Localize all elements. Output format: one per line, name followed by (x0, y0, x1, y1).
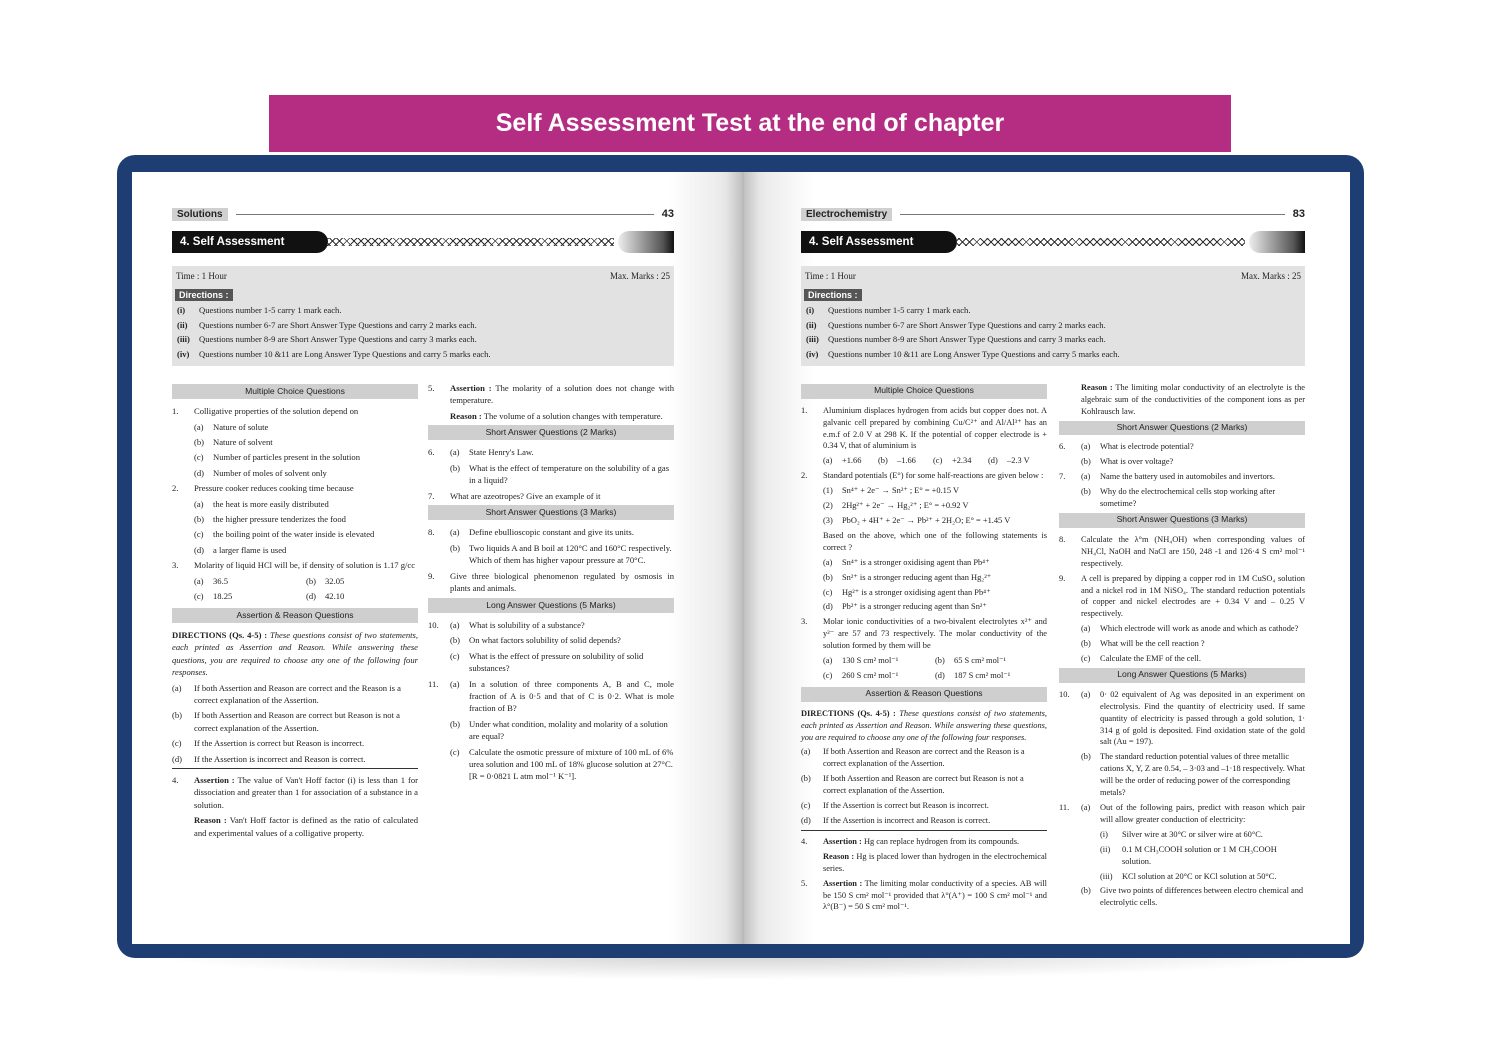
sub-item: (iii) KCl solution at 20°C or KCl solution at 50°C. (1100, 871, 1277, 881)
question-10: 10. (a) What is solubility of a substance? (428, 619, 585, 630)
question-6: 6. (a) What is electrode potential? (1059, 442, 1194, 452)
assertion-reason-heading: Assertion & Reason Questions (172, 608, 418, 623)
short-answer-3-heading: Short Answer Questions (3 Marks) (428, 505, 674, 520)
divider (801, 830, 1047, 831)
option: (b) Give two points of differences between electro chemical and electrolytic cells. (1081, 886, 1304, 908)
short-answer-2-heading: Short Answer Questions (2 Marks) (428, 425, 674, 440)
short-answer-2-heading: Short Answer Questions (2 Marks) (1059, 421, 1305, 436)
option: (c) Calculate the EMF of the cell. (1081, 654, 1201, 664)
option: (a) Sn⁴⁺ is a stronger oxidising agent than Pb⁴⁺ (823, 557, 990, 567)
chapter-tag: Solutions (172, 208, 228, 221)
question-11: 11. (a) In a solution of three components A, B and C, mole fraction of A is 0·5 and that of C is 0·2. What is mole fraction of B? (428, 678, 674, 714)
option: (d) 187 S cm² mol⁻¹ (935, 670, 1011, 680)
question-4-reason: Reason : Hg is placed lower than hydrogen in the electrochemical series. (823, 851, 1047, 873)
option: (b) Nature of solvent (194, 437, 273, 448)
equation: (3) PbO₂ + 4H⁺ + 2e⁻ → Pb²⁺ + 2H₂O; E° = +1.45 V (823, 515, 1011, 525)
question-7: 7. What are azeotropes? Give an example of it (428, 490, 601, 501)
option: (d) Pb²⁺ is a stronger reducing agent than Sn²⁺ (823, 602, 987, 612)
question-9: 9. Give three biological phenomenon regulated by osmosis in plants and animals. (428, 570, 674, 594)
header-rule (236, 214, 654, 215)
option: (d) 42.10 (306, 591, 345, 602)
direction-line: (ii) Questions number 6-7 are Short Answer Type Questions and carry 2 marks each. (177, 319, 477, 330)
option: (c) Hg²⁺ is a stronger oxidising agent than Pb⁴⁺ (823, 587, 991, 597)
time-label: Time : 1 Hour (176, 271, 227, 281)
ar-option: (a) If both Assertion and Reason are correct and the Reason is a correct explanation of the Assertion. (801, 747, 1025, 769)
equation: (2) 2Hg²⁺ + 2e⁻ → Hg₂²⁺ ; E° = +0.92 V (823, 501, 969, 511)
direction-line: (iv) Questions number 10 &11 are Long Answer Type Questions and carry 5 marks each. (177, 349, 491, 360)
option: (b) 32.05 (306, 575, 345, 586)
option: (c) Calculate the osmotic pressure of mixture of 100 mL of 6% urea solution and 100 mL of 18% glucose solution at 27°C. [R = 0·0821 L atm mol⁻¹ K⁻¹]. (450, 746, 674, 782)
assertion-reason-heading: Assertion & Reason Questions (801, 687, 1047, 702)
question-5: 5. Assertion : The molarity of a solution does not change with temperature. (428, 382, 674, 406)
decorative-cap (618, 231, 674, 253)
direction-line: (iv) Questions number 10 &11 are Long Answer Type Questions and carry 5 marks each. (806, 349, 1120, 360)
option: (c) the boiling point of the water inside is elevated (194, 529, 375, 540)
question-7: 7. (a) Name the battery used in automobiles and invertors. (1059, 472, 1275, 482)
ar-option: (d) If the Assertion is incorrect and Reason is correct. (172, 753, 366, 764)
direction-line: (iii) Questions number 8-9 are Short Answer Type Questions and carry 3 marks each. (806, 334, 1106, 345)
option: (b) What is the effect of temperature on the solubility of a gas in a liquid? (450, 462, 670, 486)
direction-line: (iii) Questions number 8-9 are Short Answer Type Questions and carry 3 marks each. (177, 334, 477, 345)
option: (b) What is over voltage? (1081, 457, 1174, 467)
decorative-cap (1249, 231, 1305, 253)
question-10: 10. (a) 0· 02 equivalent of Ag was deposited in an experiment on electrolysis. Find the quantity of electricity used. If same quantity of electricity is passed through a gold solution, 1· 314 g of gold is deposited. Find oxidation state of the gold salt (Au = 197). (1059, 689, 1305, 747)
page-number: 43 (661, 208, 674, 220)
right-column (1059, 382, 1305, 917)
banner: Self Assessment Test at the end of chapter (269, 95, 1231, 152)
ar-option: (d) If the Assertion is incorrect and Reason is correct. (801, 816, 991, 825)
question-2-text: Based on the above, which one of the following statements is correct ? (823, 530, 1047, 552)
direction-line: (ii) Questions number 6-7 are Short Answer Type Questions and carry 2 marks each. (806, 319, 1106, 330)
ar-option: (c) If the Assertion is correct but Reason is incorrect. (172, 738, 365, 749)
ar-option: (b) If both Assertion and Reason are correct but Reason is not a correct explanation of the Assertion. (172, 710, 400, 733)
option: (a) 36.5 (194, 575, 229, 586)
question-8: 8. (a) Define ebullioscopic constant and give its units. (428, 527, 634, 538)
question-4: 4. Assertion : Hg can replace hydrogen from its compounds. (801, 836, 1020, 846)
option: (b) Sn²⁺ is a stronger reducing agent than Hg₂²⁺ (823, 572, 992, 582)
question-1: 1. Aluminium displaces hydrogen from acids but copper does not. A galvanic cell prepared by combining Cu/C²⁺ and Al/Al³⁺ has an e.m.f of 2.0 V at 298 K. If the potential of copper electrode is + 0.34 V, that of aluminium is (801, 405, 1047, 451)
option: (d) a larger flame is used (194, 544, 287, 555)
section-bar (172, 231, 674, 255)
ar-option: (a) If both Assertion and Reason are correct and the Reason is a correct explanation of the Assertion. (172, 682, 401, 705)
question-3: 3. Molarity of liquid HCl will be, if density of solution is 1.17 g/cc (172, 560, 416, 571)
question-6: 6. (a) State Henry's Law. (428, 447, 534, 458)
direction-line: (i) Questions number 1-5 carry 1 mark each. (806, 305, 971, 315)
question-5-reason: Reason : The volume of a solution changes with temperature. (450, 410, 663, 421)
option: (a) the heat is more easily distributed (194, 498, 329, 509)
ar-option: (b) If both Assertion and Reason are correct but Reason is not a correct explanation of the Assertion. (801, 774, 1024, 796)
option: (b) the higher pressure tenderizes the food (194, 514, 346, 525)
book-gutter (726, 172, 760, 944)
question-2: 2. Pressure cooker reduces cooking time because (172, 483, 354, 494)
option: (b) The standard reduction potential values of three metallic cations X, Y, Z are 0.54, – 3·03 and –1·18 respectively. What will be the order of reducing power of the corresponding metals? (1081, 752, 1305, 798)
left-page (132, 172, 742, 944)
option: (d) Number of moles of solvent only (194, 467, 327, 478)
question-1: 1. Colligative properties of the solution depend on (172, 406, 359, 417)
ar-directions: DIRECTIONS (Qs. 4-5) : These questions consist of two statements, each printed as Assertion and Reason. While answering these questions, you are required to choose any one of the following four responses. (801, 708, 1047, 742)
option: (b) What will be the cell reaction ? (1081, 639, 1205, 649)
chapter-tag: Electrochemistry (801, 208, 892, 221)
question-11: 11. (a) Out of the following pairs, predict with reason which pair will allow greater conduction of electricity: (1059, 803, 1305, 824)
header-rule (900, 214, 1285, 215)
option: (c) Number of particles present in the solution (194, 452, 361, 463)
directions-label: Directions : (804, 289, 862, 301)
section-title: 4. Self Assessment (801, 231, 957, 253)
time-label: Time : 1 Hour (805, 271, 856, 281)
question-5: 5. Assertion : The limiting molar conductivity of a species. AB will be 150 S cm² mol⁻¹ provided that λ°(A⁺) = 100 S cm² mol⁻¹ and λ°(B⁻) = 50 S cm² mol⁻¹. (801, 878, 1047, 912)
option: (c) What is the effect of pressure on solubility of solid substances? (450, 650, 644, 674)
sub-item: (i) Silver wire at 30°C or silver wire at 60°C. (1100, 829, 1263, 839)
section-title: 4. Self Assessment (172, 231, 328, 253)
decorative-chain (327, 238, 614, 246)
section-bar (801, 231, 1305, 255)
option: (a) Nature of solute (194, 421, 269, 432)
option: (c) 260 S cm² mol⁻¹ (823, 670, 899, 680)
left-column (801, 382, 1047, 917)
time-box (801, 266, 1305, 366)
time-box (172, 266, 674, 366)
equation: (1) Sn⁴⁺ + 2e⁻ → Sn²⁺ ; E° = +0.15 V (823, 486, 960, 496)
sub-item: (ii) 0.1 M CH₃COOH solution or 1 M CH₃COOH solution. (1100, 844, 1277, 866)
directions-label: Directions : (175, 289, 233, 301)
ar-option: (c) If the Assertion is correct but Reason is incorrect. (801, 801, 989, 811)
option: (b) Two liquids A and B boil at 120°C and 160°C respectively. Which of them has higher vapour pressure at 70°C. (450, 542, 672, 566)
question-4-reason: Reason : Van't Hoff factor is defined as the ratio of calculated and experimental values of a colligative property. (194, 815, 419, 838)
right-page (742, 172, 1350, 944)
question-2: 2. Standard potentials (E°) for some half-reactions are given below : (801, 471, 1044, 481)
option: (b) 65 S cm² mol⁻¹ (935, 656, 1007, 666)
max-marks: Max. Marks : 25 (610, 271, 670, 281)
left-column (172, 382, 418, 842)
running-header (172, 206, 674, 222)
option: (b) Under what condition, molality and molarity of a solution are equal? (450, 718, 668, 742)
divider (172, 768, 418, 769)
question-9: 9. A cell is prepared by dipping a copper rod in 1M CuSO₄ solution and a nickel rod in 1M NiSO₄. The standard reduction potentials of copper and nickel electrodes are + 0.34 V and – 0.25 V respectively. (1059, 573, 1305, 619)
right-column (428, 382, 674, 842)
question-8: 8. Calculate the λ°m (NH₄OH) when corresponding values of NH₄Cl, NaOH and NaCl are 150, 248 -1 and 126·4 S cm² mol⁻¹ respectively. (1059, 534, 1305, 568)
page-number: 83 (1292, 208, 1305, 220)
running-header (801, 206, 1305, 222)
ar-directions: DIRECTIONS (Qs. 4-5) : These questions consist of two statements, each printed as Assertion and Reason. While answering these questions, you are required to choose any one of the following four responses. (172, 629, 418, 678)
question-4: 4. Assertion : The value of Van't Hoff factor (i) is less than 1 for dissociation and greater than 1 for association of a substance in a solution. (172, 774, 418, 810)
option: (a) 130 S cm² mol⁻¹ (823, 656, 899, 666)
mcq-heading: Multiple Choice Questions (801, 384, 1047, 399)
short-answer-3-heading: Short Answer Questions (3 Marks) (1059, 513, 1305, 528)
long-answer-heading: Long Answer Questions (5 Marks) (428, 598, 674, 613)
option-row: (a) +1.66 (b) –1.66 (c) +2.34 (d) –2.3 V (823, 456, 1030, 466)
mcq-heading: Multiple Choice Questions (172, 384, 418, 399)
max-marks: Max. Marks : 25 (1241, 271, 1301, 281)
question-3: 3. Molar ionic conductivities of a two-bivalent electrolytes x²⁺ and y²⁻ are 57 and 73 respectively. The molar conductivity of the solution formed by them will be (801, 617, 1047, 651)
long-answer-heading: Long Answer Questions (5 Marks) (1059, 668, 1305, 683)
option: (b) On what factors solubility of solid depends? (450, 635, 621, 646)
decorative-chain (956, 238, 1245, 246)
option: (c) 18.25 (194, 591, 233, 602)
question-5-reason: Reason : The limiting molar conductivity of an electrolyte is the algebraic sum of the conductivities of the component ions as per Kohlrausch law. (1081, 382, 1305, 416)
direction-line: (i) Questions number 1-5 carry 1 mark each. (177, 305, 342, 315)
option: (a) Which electrode will work as anode and which as cathode? (1081, 624, 1299, 634)
option: (b) Why do the electrochemical cells stop working after sometime? (1081, 487, 1276, 509)
